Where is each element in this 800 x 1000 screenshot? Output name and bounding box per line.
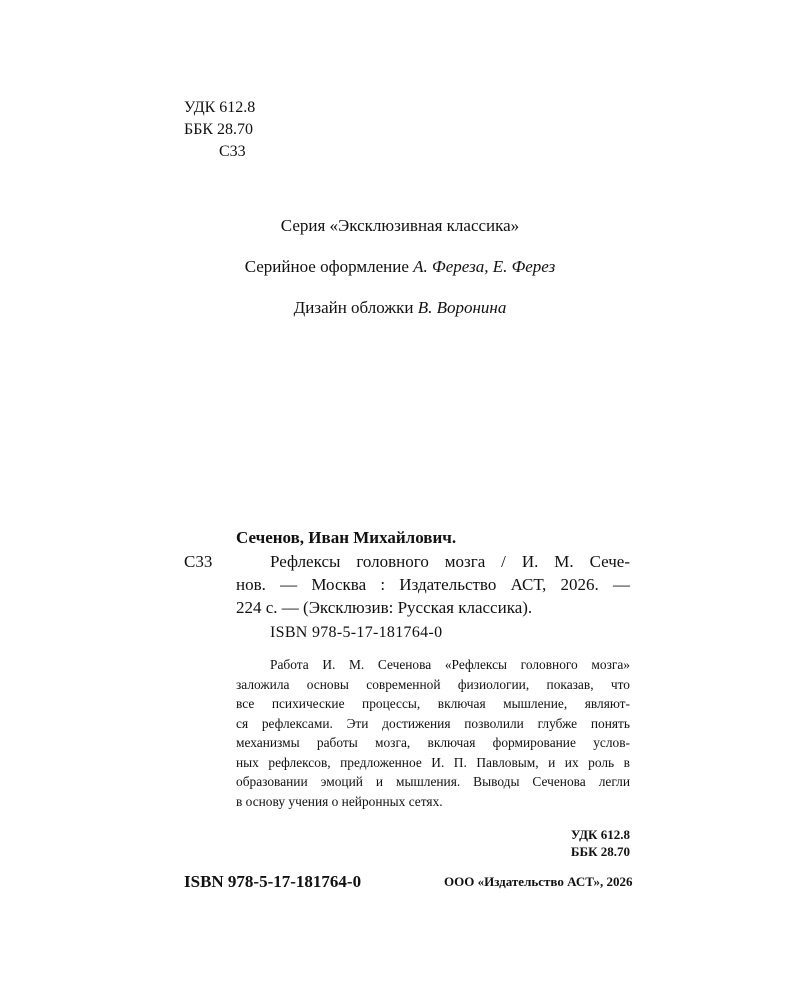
abstract-paragraph — [236, 655, 630, 811]
series-title — [0, 216, 800, 236]
record-isbn: ISBN 978-5-17-181764-0 — [270, 624, 443, 641]
record-cutter-code: С33 — [184, 552, 213, 571]
abstract-line: в основу учения о нейронных сетях. — [236, 793, 443, 809]
description-line: Рефлексы головного мозга / И. М. Сече- — [270, 552, 630, 571]
description-line: нов. — Москва : Издательство АСТ, 2026. — — [236, 575, 630, 594]
bbk-code: ББК 28.70 — [184, 121, 254, 138]
series-design-credit — [0, 257, 800, 277]
cover-design-credit — [0, 298, 800, 318]
cutter-code: С33 — [219, 143, 246, 160]
imprint-isbn: ISBN 978-5-17-181764-0 — [184, 872, 362, 891]
abstract-line: Работа И. М. Сеченова «Рефлексы головного мозга» — [270, 657, 630, 672]
abstract-line: заложила основы современной физиологии, показав, что — [236, 676, 630, 692]
footer-bbk-code: ББК 28.70 — [570, 844, 630, 859]
udk-code: УДК 612.8 — [184, 99, 256, 116]
design-names: А. Фереза, Е. Ферез — [413, 257, 556, 276]
abstract-line: механизмы работы мозга, включая формирование услов- — [236, 735, 630, 750]
design-label: Серийное оформление — [244, 257, 409, 276]
copyright-notice: ООО «Издательство АСТ», 2026 — [444, 874, 633, 889]
abstract-line: все психические процессы, включая мышление, являют- — [236, 696, 630, 711]
cover-name: В. Воронина — [417, 298, 507, 317]
series-text: Серия «Эксклюзивная классика» — [280, 216, 520, 235]
abstract-line: ных рефлексов, предложенное И. П. Павловым, и их роль в — [236, 754, 630, 770]
bibliographic-description — [236, 550, 630, 619]
abstract-line: ся рефлексами. Эти достижения позволили глубже понять — [236, 715, 630, 731]
footer-udk-code: УДК 612.8 — [570, 827, 630, 842]
abstract-line: образовании эмоций и мышления. Выводы Сеченова легли — [236, 774, 630, 789]
cover-label: Дизайн обложки — [293, 298, 414, 317]
author-heading: Сеченов, Иван Михайлович. — [236, 528, 457, 547]
classification-block — [184, 97, 255, 163]
description-line: 224 с. — (Эксклюзив: Русская классика). — [236, 598, 533, 617]
footer-classification — [520, 826, 630, 860]
